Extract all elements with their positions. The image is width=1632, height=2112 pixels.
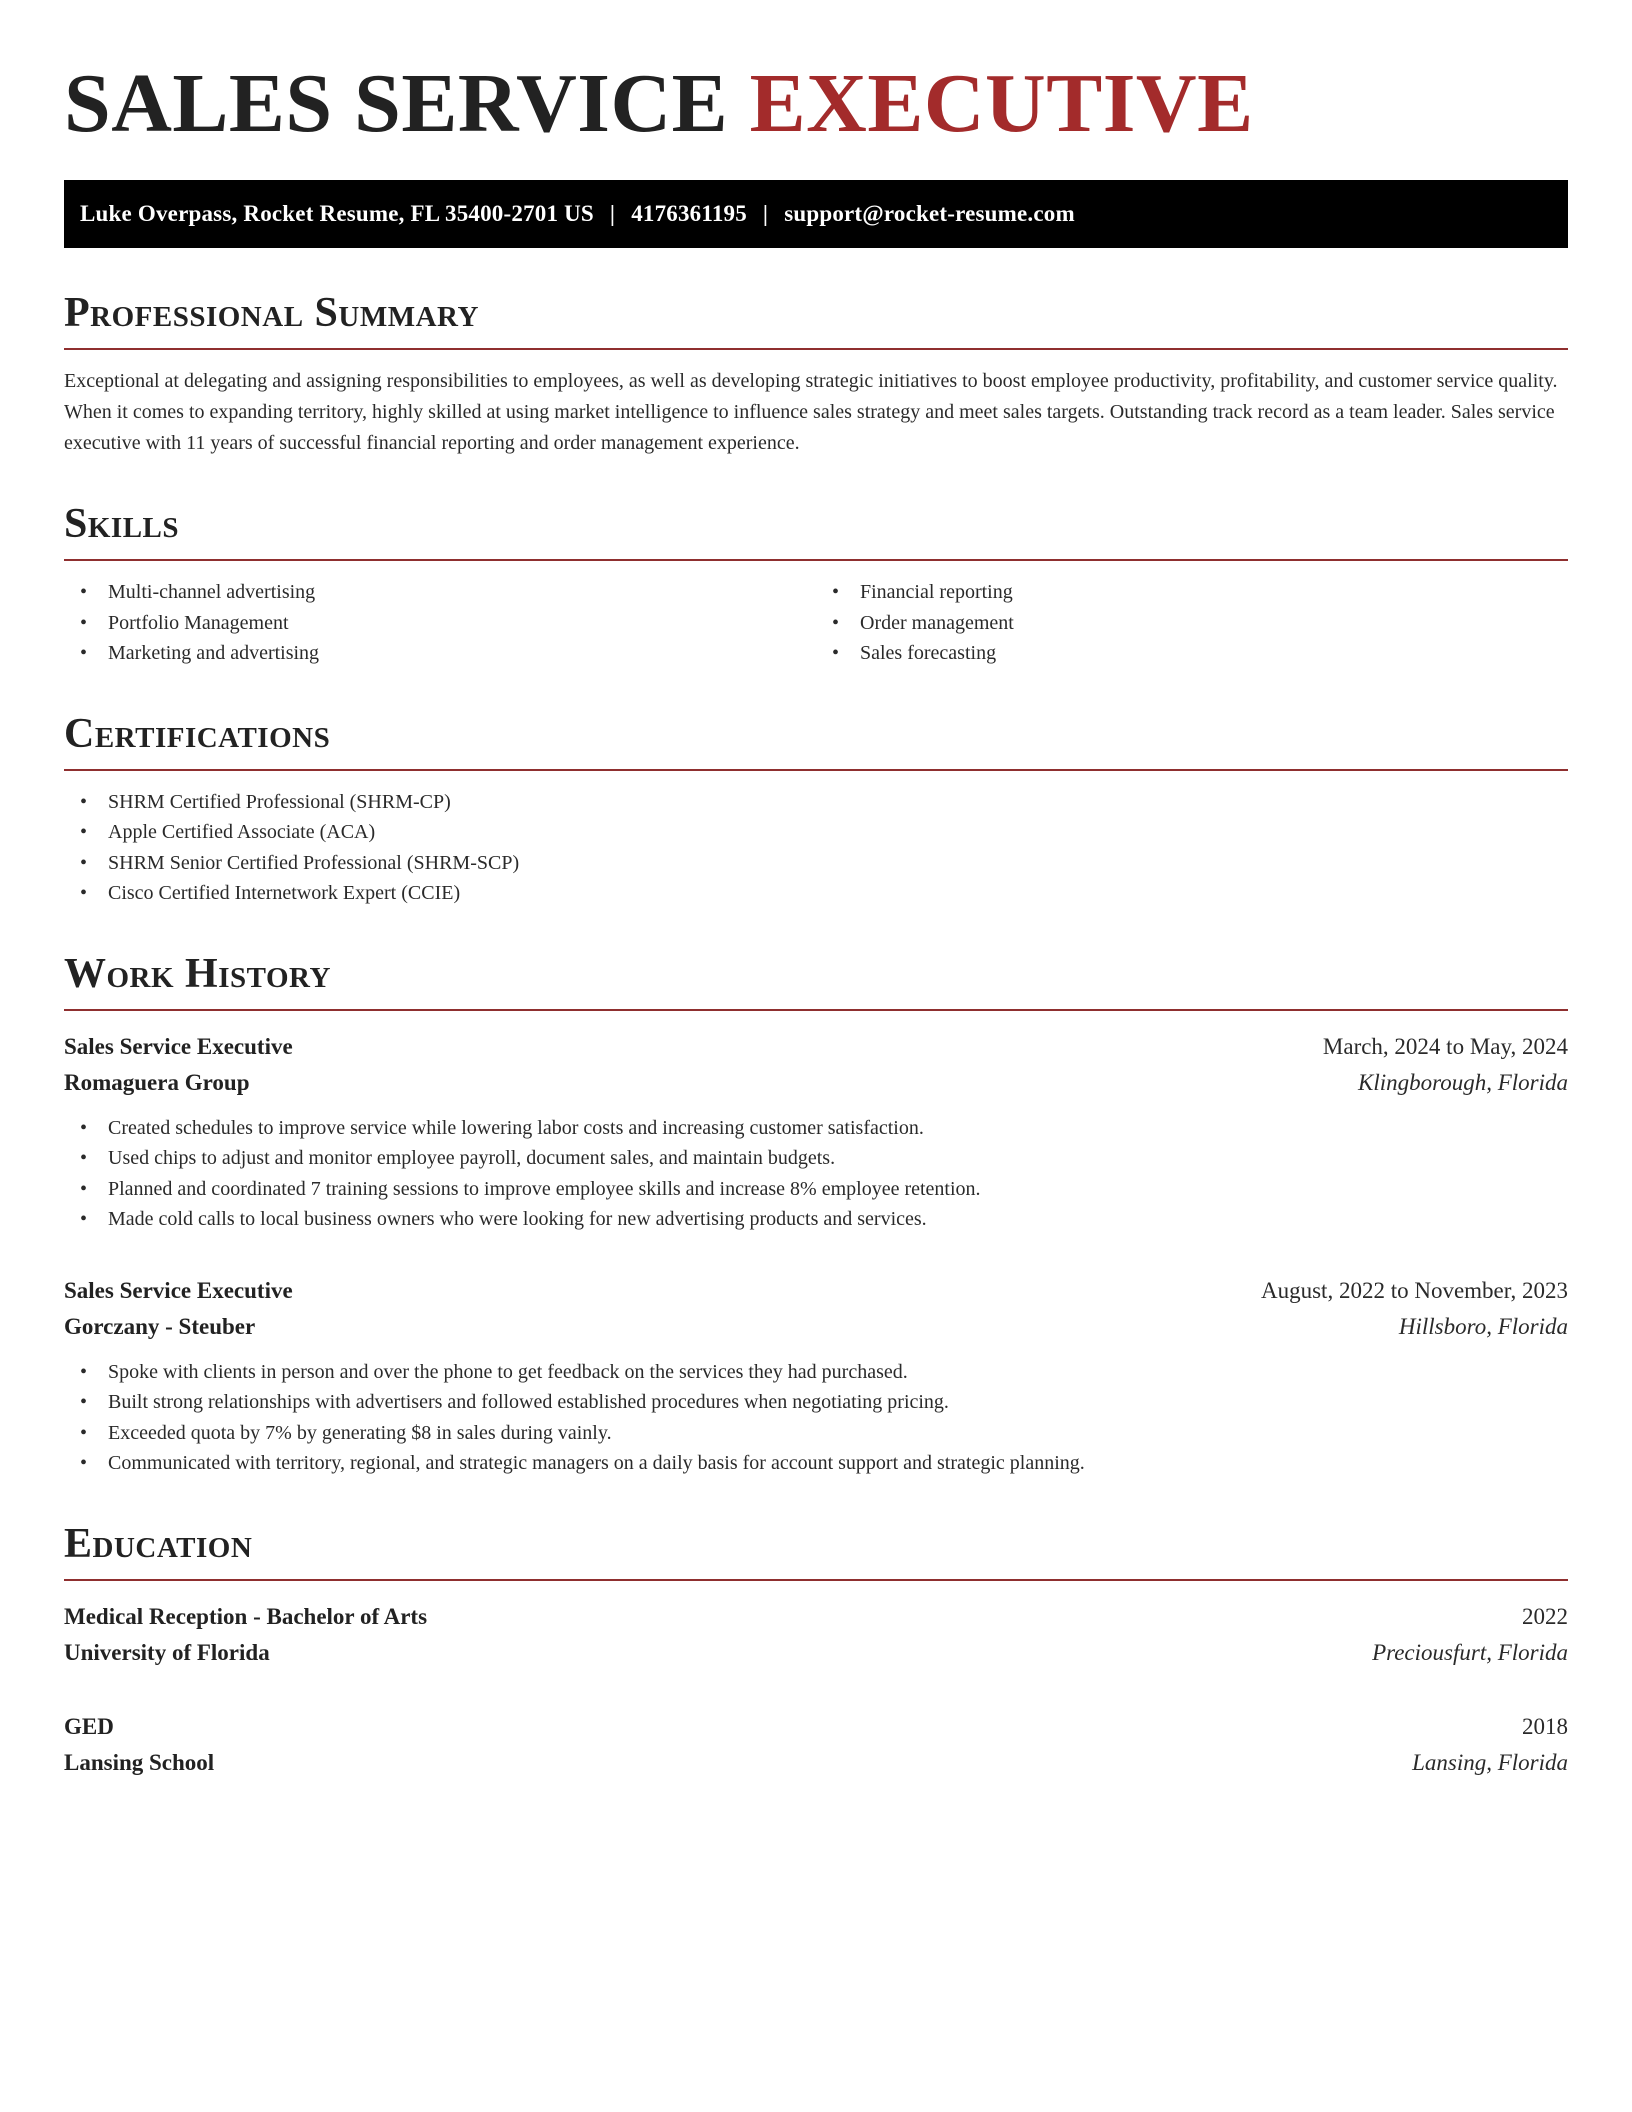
education-section — [64, 1520, 1568, 1781]
summary-section — [64, 292, 1568, 459]
certification-item: • Cisco Certified Internetwork Expert (CCIE) — [64, 878, 1568, 909]
job-company-row — [64, 1065, 1568, 1101]
contact-separator: | — [762, 201, 769, 226]
education-heading: Education — [64, 1523, 1568, 1581]
education-degree: GED — [64, 1713, 114, 1739]
certifications-section — [64, 710, 1568, 909]
job-bullet: • Spoke with clients in person and over the phone to get feedback on the services they had purchased. — [64, 1357, 1568, 1388]
skill-item: • Order management — [816, 608, 1568, 639]
skill-item: • Marketing and advertising — [64, 638, 816, 669]
certification-item: • SHRM Certified Professional (SHRM-CP) — [64, 787, 1568, 818]
job-bullet: • Built strong relationships with advertisers and followed established procedures when negotiating pricing. — [64, 1387, 1568, 1418]
title-accent: EXECUTIVE — [749, 57, 1254, 150]
skills-list-right — [816, 577, 1568, 669]
skill-item: • Sales forecasting — [816, 638, 1568, 669]
job-bullet: • Communicated with territory, regional, and strategic managers on a daily basis for account support and strategic planning. — [64, 1448, 1568, 1479]
summary-heading: Professional Summary — [64, 292, 1568, 350]
skill-item: • Financial reporting — [816, 577, 1568, 608]
contact-separator: | — [609, 201, 616, 226]
education-year: 2018 — [1522, 1713, 1568, 1739]
job-company: Romaguera Group — [64, 1069, 250, 1095]
certifications-heading: Certifications — [64, 713, 1568, 771]
summary-text: Exceptional at delegating and assigning responsibilities to employees, as well as developing strategic initiatives to boost employee productivity, profitability, and customer service quality. When it comes to expanding territory, highly skilled at using market intelligence to influence sales strategy and meet sales targets. Outstanding track record as a team leader. Sales service executive with 11 years of successful financial reporting and order management experience. — [64, 370, 1558, 454]
skills-list-left — [64, 577, 816, 669]
skill-item: • Portfolio Management — [64, 608, 816, 639]
work-history-heading: Work History — [64, 953, 1568, 1011]
contact-address: Luke Overpass, Rocket Resume, FL 35400-2701 US — [80, 201, 594, 226]
education-entry — [64, 1599, 1568, 1671]
resume-title — [64, 57, 1568, 150]
job-bullet: • Made cold calls to local business owners who were looking for new advertising products and services. — [64, 1204, 1568, 1235]
job-title: Sales Service Executive — [64, 1033, 293, 1059]
job-bullets — [64, 1357, 1568, 1479]
job-bullet: • Exceeded quota by 7% by generating $8 in sales during vainly. — [64, 1418, 1568, 1449]
skills-grid — [64, 577, 1568, 669]
job-title-row — [64, 1273, 1568, 1309]
contact-email: support@rocket-resume.com — [784, 201, 1075, 226]
education-degree-row — [64, 1709, 1568, 1745]
education-school-row — [64, 1635, 1568, 1671]
job-location: Klingborough, Florida — [1358, 1069, 1568, 1095]
job-bullet: • Used chips to adjust and monitor employee payroll, document sales, and maintain budgets. — [64, 1143, 1568, 1174]
education-school-row — [64, 1745, 1568, 1781]
education-entry — [64, 1709, 1568, 1781]
job-dates: August, 2022 to November, 2023 — [1261, 1277, 1568, 1303]
job-entry — [64, 1029, 1568, 1235]
job-title-row — [64, 1029, 1568, 1065]
job-entry — [64, 1273, 1568, 1479]
job-bullet: • Planned and coordinated 7 training sessions to improve employee skills and increase 8% employee retention. — [64, 1174, 1568, 1205]
education-degree-row — [64, 1599, 1568, 1635]
job-bullet: • Created schedules to improve service while lowering labor costs and increasing customer satisfaction. — [64, 1113, 1568, 1144]
skills-heading: Skills — [64, 503, 1568, 561]
job-title: Sales Service Executive — [64, 1277, 293, 1303]
skills-section — [64, 503, 1568, 669]
job-company-row — [64, 1309, 1568, 1345]
education-school: University of Florida — [64, 1639, 270, 1665]
certification-item: • SHRM Senior Certified Professional (SHRM-SCP) — [64, 848, 1568, 879]
education-year: 2022 — [1522, 1603, 1568, 1629]
job-dates: March, 2024 to May, 2024 — [1322, 1033, 1568, 1059]
education-school: Lansing School — [64, 1749, 215, 1775]
skill-item: • Multi-channel advertising — [64, 577, 816, 608]
job-bullets — [64, 1113, 1568, 1235]
education-location: Lansing, Florida — [1412, 1749, 1568, 1775]
contact-phone: 4176361195 — [631, 201, 747, 226]
education-location: Preciousfurt, Florida — [1372, 1639, 1568, 1665]
work-history-section — [64, 950, 1568, 1479]
education-degree: Medical Reception - Bachelor of Arts — [64, 1603, 428, 1629]
certifications-list — [64, 787, 1568, 909]
job-location: Hillsboro, Florida — [1398, 1313, 1568, 1339]
job-company: Gorczany - Steuber — [64, 1313, 256, 1339]
contact-bar — [64, 180, 1568, 248]
title-primary: SALES SERVICE — [64, 57, 729, 150]
certification-item: • Apple Certified Associate (ACA) — [64, 817, 1568, 848]
